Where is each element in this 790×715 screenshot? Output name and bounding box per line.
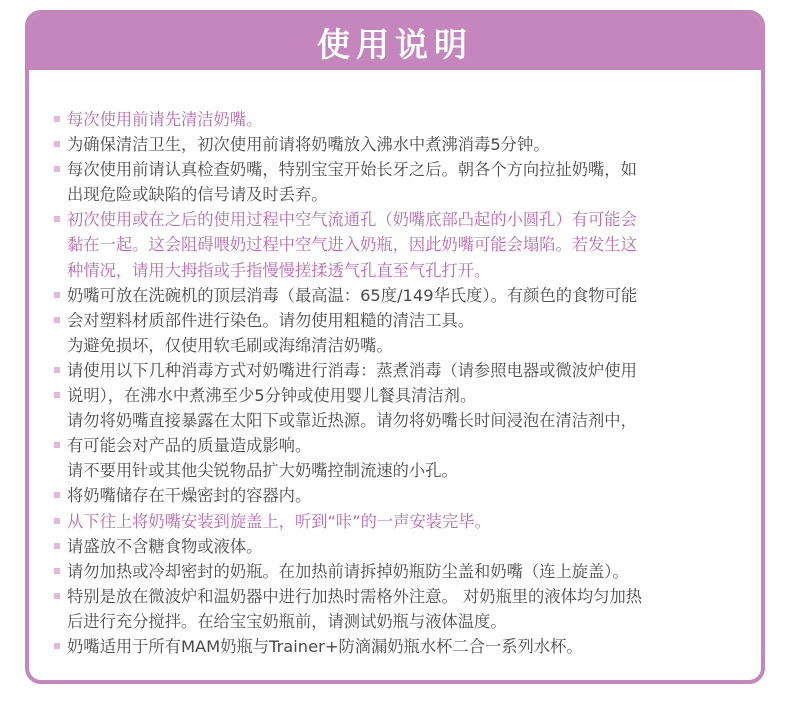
bullet-square-icon <box>54 568 60 574</box>
bullet-square-icon <box>54 392 60 398</box>
instruction-line <box>54 609 747 634</box>
instruction-line <box>54 433 747 458</box>
instruction-line <box>54 157 747 182</box>
bullet-square-icon <box>54 492 60 498</box>
instruction-text: 每次使用前请先清洁奶嘴。 <box>67 110 263 129</box>
bullet-square-icon <box>54 216 60 222</box>
instruction-line <box>54 258 747 283</box>
instruction-text: 奶嘴适用于所有MAM奶瓶与Trainer+防滴漏奶瓶水杯二合一系列水杯。 <box>67 636 583 656</box>
instruction-line <box>54 534 747 559</box>
instruction-text: 请使用以下几种消毒方式对奶嘴进行消毒：蒸煮消毒（请参照电器或微波炉使用 <box>67 360 637 380</box>
bullet-square-icon <box>54 292 60 298</box>
page-title: 使用说明 <box>317 24 473 64</box>
bullet-square-icon <box>54 543 60 549</box>
instruction-line <box>54 333 747 358</box>
instruction-line <box>54 232 747 257</box>
instruction-line <box>54 458 747 483</box>
instruction-line <box>54 483 747 508</box>
instruction-line <box>54 107 747 132</box>
instruction-line <box>54 308 747 333</box>
instruction-line <box>54 283 747 308</box>
bullet-square-icon <box>54 317 60 323</box>
instruction-text: 请勿将奶嘴直接暴露在太阳下或靠近热源。请勿将奶嘴长时间浸泡在清洁剂中， <box>67 411 637 431</box>
bullet-square-icon <box>54 593 60 599</box>
instruction-line <box>54 132 747 157</box>
instruction-text: 将奶嘴储存在干燥密封的容器内。 <box>67 486 312 506</box>
instruction-text: 出现危险或缺陷的信号请及时丢弃。 <box>67 185 328 205</box>
instruction-line <box>54 584 747 609</box>
instruction-text: 为避免损坏，仅使用软毛刷或海绵清洁奶嘴。 <box>67 335 393 355</box>
instruction-text: 为确保清洁卫生，初次使用前请将奶嘴放入沸水中煮沸消毒5分钟。 <box>67 135 550 155</box>
instruction-text: 初次使用或在之后的使用过程中空气流通孔（奶嘴底部凸起的小圆孔）有可能会 <box>67 210 637 230</box>
bullet-square-icon <box>54 643 60 649</box>
instruction-text: 会对塑料材质部件进行染色。请勿使用粗糙的清洁工具。 <box>67 310 475 330</box>
instruction-list <box>54 107 747 659</box>
instruction-line <box>54 509 747 534</box>
instruction-text: 有可能会对产品的质量造成影响。 <box>67 436 312 456</box>
instruction-line <box>54 408 747 433</box>
instruction-line <box>54 559 747 584</box>
bullet-square-icon <box>54 442 60 448</box>
instruction-text: 请盛放不含糖食物或液体。 <box>67 536 263 556</box>
bullet-square-icon <box>54 166 60 172</box>
instruction-line <box>54 383 747 408</box>
instruction-text: 请不要用针或其他尖锐物品扩大奶嘴控制流速的小孔。 <box>67 461 458 481</box>
instruction-text: 后进行充分搅拌。在给宝宝奶瓶前，请测试奶瓶与液体温度。 <box>67 611 507 631</box>
instruction-line <box>54 182 747 207</box>
header-bar <box>29 14 761 70</box>
instruction-text: 种情况，请用大拇指或手指慢慢搓揉透气孔直至气孔打开。 <box>67 260 491 280</box>
bullet-square-icon <box>54 518 60 524</box>
instruction-text: 请勿加热或冷却密封的奶瓶。在加热前请拆掉奶瓶防尘盖和奶嘴（连上旋盖）。 <box>67 561 629 581</box>
instructions-card <box>25 10 765 684</box>
instruction-line <box>54 634 747 659</box>
instruction-text: 奶嘴可放在洗碗机的顶层消毒（最高温：65度/149华氏度）。有颜色的食物可能 <box>67 285 638 305</box>
bullet-square-icon <box>54 116 60 122</box>
instruction-line <box>54 358 747 383</box>
instruction-text: 黏在一起。这会阻碍喂奶过程中空气进入奶瓶，因此奶嘴可能会塌陷。若发生这 <box>67 235 637 255</box>
instruction-line <box>54 207 747 232</box>
instruction-text: 特别是放在微波炉和温奶器中进行加热时需格外注意。 对奶瓶里的液体均匀加热 <box>67 586 643 606</box>
instruction-text: 说明），在沸水中煮沸至少5分钟或使用婴儿餐具清洁剂。 <box>67 386 477 406</box>
bullet-square-icon <box>54 141 60 147</box>
instruction-text: 从下往上将奶嘴安装到旋盖上，听到“咔”的一声安装完毕。 <box>67 511 491 531</box>
instruction-text: 每次使用前请认真检查奶嘴，特别宝宝开始长牙之后。朝各个方向拉扯奶嘴，如 <box>67 160 637 180</box>
bullet-square-icon <box>54 367 60 373</box>
